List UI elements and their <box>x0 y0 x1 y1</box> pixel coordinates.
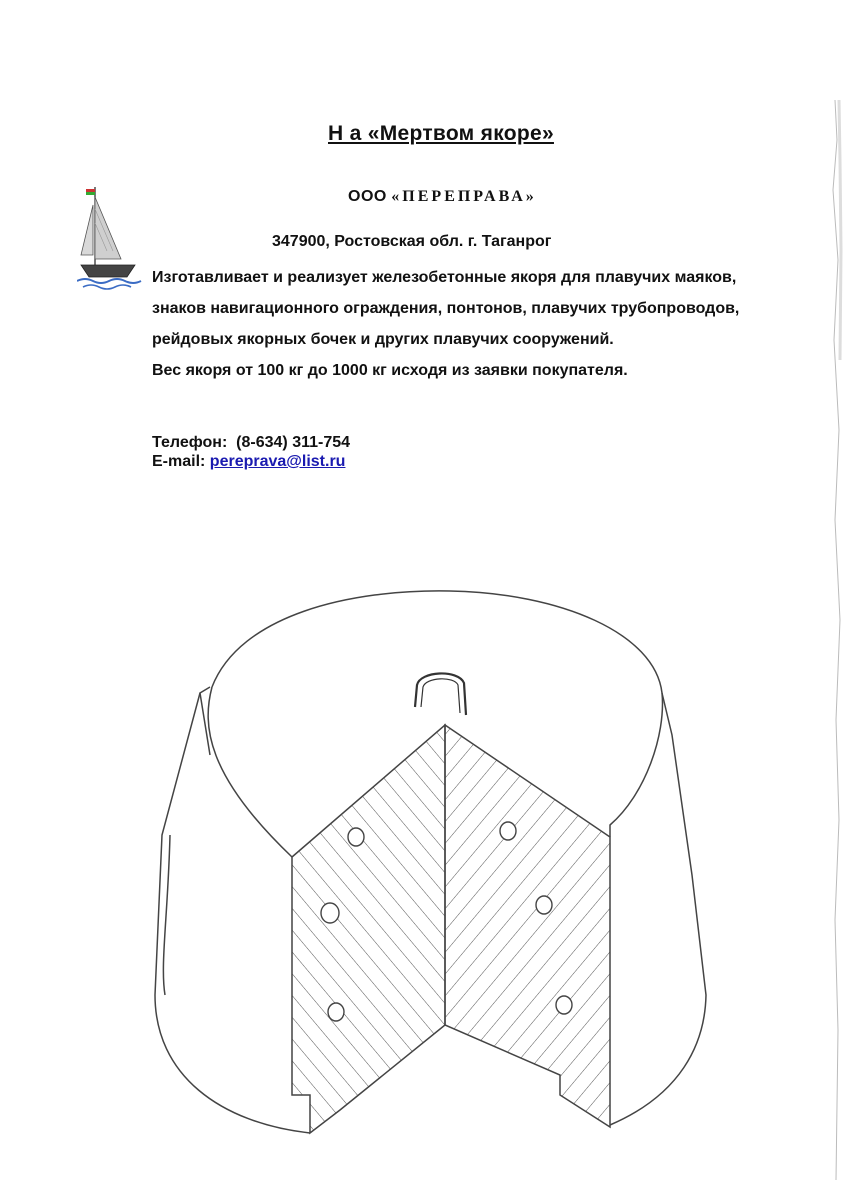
rebar-dot <box>556 996 572 1014</box>
rebar-dot <box>321 903 339 923</box>
description-weight: Вес якоря от 100 кг до 1000 кг исходя из заявки покупателя. <box>152 362 628 379</box>
contacts-block <box>152 433 350 471</box>
sailboat-icon <box>77 185 143 293</box>
concrete-anchor-drawing <box>140 575 720 1165</box>
description-block <box>152 262 792 386</box>
scan-edge-mark <box>809 100 843 1180</box>
company-title: «ПЕРЕПРАВА» <box>391 188 537 205</box>
rebar-dot <box>328 1003 344 1021</box>
anchor-body-right <box>610 693 706 1125</box>
phone-number: (8-634) 311-754 <box>236 434 351 451</box>
company-name <box>348 188 537 206</box>
email-link[interactable]: pereprava@list.ru <box>209 453 346 470</box>
rebar-dot <box>500 822 516 840</box>
company-address: 347900, Ростовская обл. г. Таганрог <box>272 233 552 250</box>
company-prefix: ООО <box>348 188 387 205</box>
phone-line <box>152 433 350 452</box>
phone-label: Телефон: <box>152 434 228 451</box>
page-title: Н а «Мертвом якоре» <box>328 122 554 145</box>
description-paragraph: Изготавливает и реализует железобетонные якоря для плавучих маяков, знаков навигационного ограждения, понтонов, плавучих трубопроводов, рейдовых якорных бочек и других плавучих сооружений. <box>152 269 740 348</box>
anchor-top-left <box>208 687 292 857</box>
anchor-cut-right <box>445 725 610 1127</box>
anchor-body-left <box>155 693 310 1133</box>
rebar-dot <box>348 828 364 846</box>
email-line <box>152 452 350 471</box>
anchor-cut-left <box>292 725 445 1133</box>
email-label: E-mail: <box>152 453 206 470</box>
rebar-dot <box>536 896 552 914</box>
